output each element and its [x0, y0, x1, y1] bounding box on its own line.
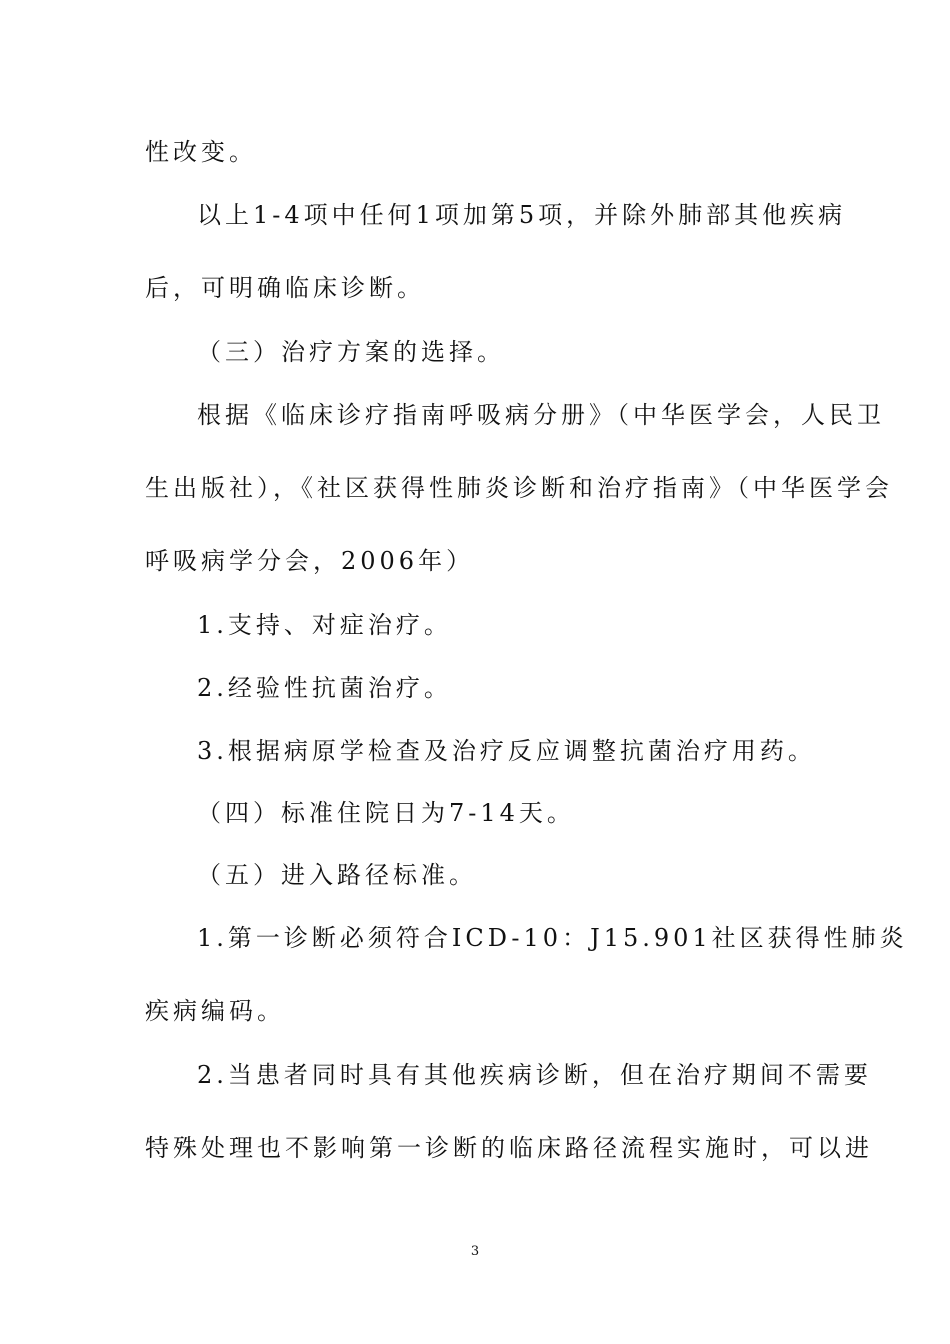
list-item-1: 1.支持、对症治疗。	[197, 611, 452, 639]
text-line-7: 呼吸病学分会，2006年）	[145, 547, 475, 575]
list-item-2: 2.经验性抗菌治疗。	[197, 674, 452, 702]
text-line-2: 以上1-4项中任何1项加第5项，并除外肺部其他疾病	[197, 201, 847, 229]
list-item-3: 3.根据病原学检查及治疗反应调整抗菌治疗用药。	[197, 737, 816, 765]
text-line-14: 疾病编码。	[145, 997, 285, 1025]
text-line-16: 特殊处理也不影响第一诊断的临床路径流程实施时，可以进	[145, 1134, 873, 1162]
criteria-item-2: 2.当患者同时具有其他疾病诊断，但在治疗期间不需要	[197, 1061, 872, 1089]
text-line-6: 生出版社），《社区获得性肺炎诊断和治疗指南》（中华医学会	[145, 474, 893, 502]
section-heading-4: （四）标准住院日为7-14天。	[197, 799, 575, 827]
section-heading-3: （三）治疗方案的选择。	[197, 338, 505, 366]
text-line-1: 性改变。	[145, 138, 257, 166]
text-line-5: 根据《临床诊疗指南呼吸病分册》（中华医学会，人民卫	[197, 401, 885, 429]
page-number: 3	[470, 1244, 480, 1259]
section-heading-5: （五）进入路径标准。	[197, 861, 477, 889]
criteria-item-1: 1.第一诊断必须符合ICD-10：J15.901社区获得性肺炎	[197, 924, 908, 952]
text-line-3: 后，可明确临床诊断。	[145, 274, 425, 302]
